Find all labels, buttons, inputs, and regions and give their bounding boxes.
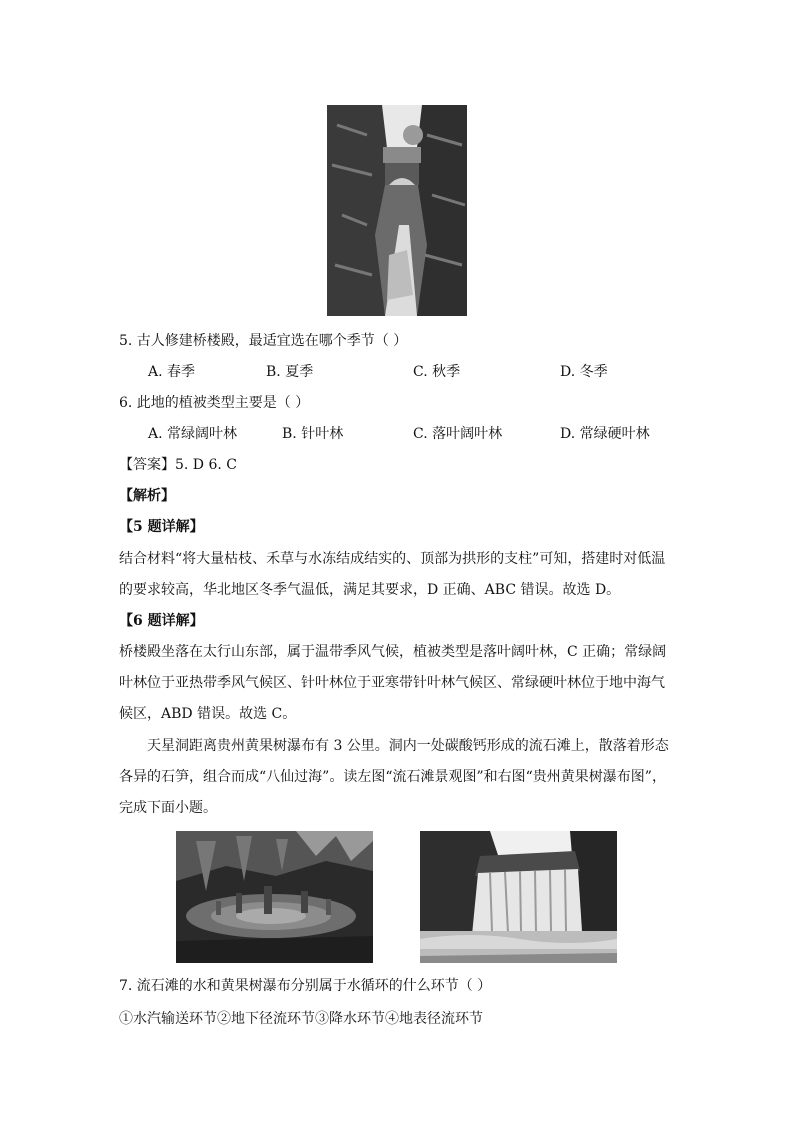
q5-detail-line: 结合材料“将大量枯枝、禾草与水冻结成结实的、顶部为拱形的支柱”可知，搭建时对低温 [119, 551, 666, 567]
q5-option-c: C. 秋季 [413, 364, 461, 380]
q6-stem: 6. 此地的植被类型主要是（ ） [119, 395, 310, 411]
canyon-bridge-photo [327, 105, 467, 316]
q6-option-a: A. 常绿阔叶林 [148, 426, 238, 442]
q5-stem: 5. 古人修建桥楼殿，最适宜选在哪个季节（ ） [119, 333, 408, 349]
passage-line: 完成下面小题。 [119, 800, 217, 816]
q6-option-c: C. 落叶阔叶林 [413, 426, 503, 442]
q7-stem: 7. 流石滩的水和黄果树瀑布分别属于水循环的什么环节（ ） [119, 978, 492, 994]
q5-detail-heading: 【5 题详解】 [119, 519, 204, 535]
q6-detail-line: 桥楼殿坐落在太行山东部，属于温带季风气候，植被类型是落叶阔叶林，C 正确；常绿阔 [119, 644, 667, 660]
q6-detail-heading: 【6 题详解】 [119, 613, 204, 629]
q5-option-d: D. 冬季 [560, 364, 608, 380]
passage-line: 天星洞距离贵州黄果树瀑布有 3 公里。洞内一处碳酸钙形成的流石滩上，散落着形态 [147, 738, 669, 754]
passage-line: 各异的石笋，组合而成“八仙过海”。读左图“流石滩景观图”和右图“贵州黄果树瀑布图”， [119, 769, 666, 785]
huangguoshu-waterfall-photo [420, 831, 617, 963]
q6-detail-line: 候区，ABD 错误。故选 C。 [119, 706, 297, 722]
q6-option-b: B. 针叶林 [282, 426, 344, 442]
q6-detail-line: 叶林位于亚热带季风气候区、针叶林位于亚寒带针叶林气候区、常绿硬叶林位于地中海气 [119, 675, 665, 691]
flowstone-beach-photo [176, 831, 373, 963]
q5-option-a: A. 春季 [148, 364, 196, 380]
answer-line: 【答案】5. D 6. C [119, 457, 238, 473]
q6-option-d: D. 常绿硬叶林 [560, 426, 650, 442]
q5-option-b: B. 夏季 [266, 364, 314, 380]
q7-choices: ①水汽输送环节②地下径流环节③降水环节④地表径流环节 [119, 1011, 483, 1027]
analysis-heading: 【解析】 [119, 488, 175, 504]
q5-detail-line: 的要求较高，华北地区冬季气温低，满足其要求，D 正确、ABC 错误。故选 D。 [119, 582, 621, 598]
